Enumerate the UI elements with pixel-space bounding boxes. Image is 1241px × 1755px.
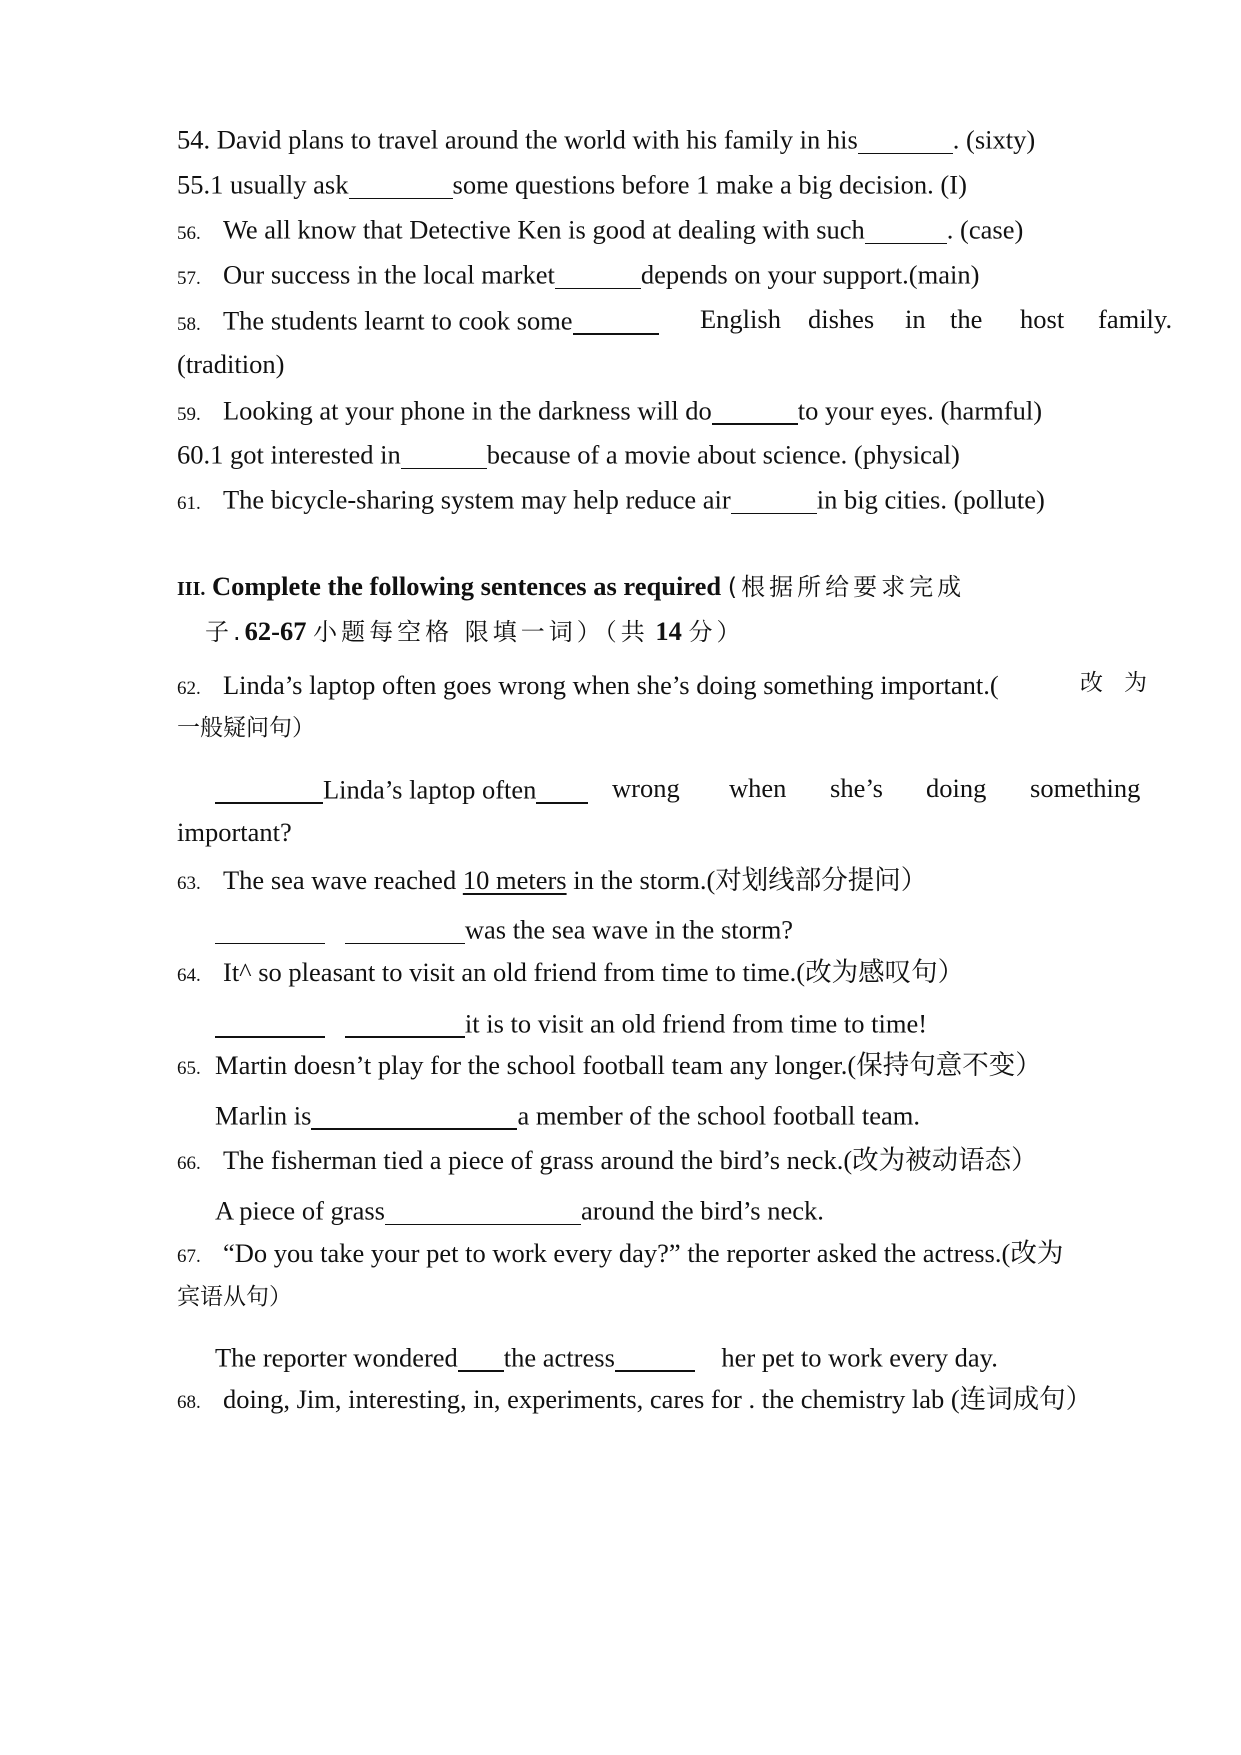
- q63-answer-text: was the sea wave in the storm?: [464, 914, 794, 945]
- q65-number: 65.: [177, 1058, 201, 1079]
- question-56: [177, 216, 1023, 244]
- q65-text: Martin doesn’t play for the school football team any longer.(保持句意不变）: [215, 1050, 1042, 1080]
- q66-answer: [215, 1197, 824, 1225]
- q59-hint: to your eyes. (harmful): [797, 395, 1043, 426]
- q62-word-3: she’s: [830, 773, 883, 803]
- q54-hint: . (sixty): [952, 124, 1036, 155]
- q58-number: 58.: [177, 313, 201, 335]
- q65-answer: [215, 1101, 920, 1130]
- q66-answer-pre: A piece of grass: [215, 1195, 385, 1226]
- section-3-range: 62-67: [244, 616, 307, 646]
- section-3-instruction-a: (根据所给要求完成: [727, 573, 966, 601]
- q57-blank[interactable]: [555, 261, 641, 289]
- q61-hint: in big cities. (pollute): [816, 484, 1045, 515]
- q58-word-3: in: [905, 304, 926, 334]
- q64-blank-2[interactable]: [345, 1009, 465, 1038]
- question-62: [177, 672, 999, 699]
- q62-number: 62.: [177, 678, 201, 699]
- q67-blank-2[interactable]: [615, 1343, 695, 1372]
- q60-hint: because of a movie about science. (physical): [486, 439, 960, 470]
- question-61: [177, 486, 1045, 514]
- q61-text: The bicycle-sharing system may help reduce air: [223, 484, 731, 515]
- q57-text: Our success in the local market: [223, 259, 555, 290]
- q62-blank-1[interactable]: [215, 775, 323, 804]
- q62-word-1: wrong: [612, 773, 680, 803]
- q62-blank-2[interactable]: [536, 775, 588, 804]
- q63-answer: [215, 916, 793, 944]
- section-3-points: 14: [655, 616, 682, 646]
- q66-blank[interactable]: [385, 1197, 581, 1225]
- q65-answer-pre: Marlin is: [215, 1100, 312, 1131]
- q55-text: 55.1 usually ask: [177, 169, 349, 200]
- question-57: [177, 261, 979, 289]
- section-3-instruction: [205, 618, 744, 645]
- q67-text: “Do you take your pet to work every day?” the reporter asked the actress.(改为: [223, 1238, 1064, 1268]
- q64-number: 64.: [177, 965, 201, 986]
- q60-blank[interactable]: [401, 441, 487, 469]
- q61-number: 61.: [177, 492, 201, 514]
- question-68: [177, 1386, 1092, 1413]
- q63-blank-2[interactable]: [345, 916, 465, 944]
- q64-answer: [215, 1009, 927, 1038]
- q62-instr-cont: 一般疑问句）: [177, 715, 315, 741]
- q66-number: 66.: [177, 1153, 201, 1174]
- q66-answer-post: around the bird’s neck.: [581, 1195, 824, 1226]
- q61-blank[interactable]: [731, 486, 817, 514]
- q63-underlined: 10 meters: [462, 865, 567, 895]
- q66-text: The fisherman tied a piece of grass around the bird’s neck.(改为被动语态）: [223, 1145, 1038, 1175]
- q65-blank[interactable]: [311, 1101, 517, 1130]
- q62-word-5: something: [1030, 773, 1141, 803]
- q64-text: It^ so pleasant to visit an old friend from time to time.(改为感叹句）: [223, 957, 965, 987]
- q64-answer-text: it is to visit an old friend from time to time!: [464, 1008, 928, 1039]
- q62-answer: [215, 775, 588, 804]
- q68-number: 68.: [177, 1392, 201, 1413]
- section-3-title: Complete the following sentences as required: [211, 571, 722, 601]
- section-3-heading: [177, 573, 965, 600]
- q62-text: Linda’s laptop often goes wrong when she’s doing something important.(: [223, 670, 999, 700]
- q68-text: doing, Jim, interesting, in, experiments, cares for . the chemistry lab (连词成句）: [223, 1384, 1093, 1414]
- q63-blank-1[interactable]: [215, 916, 325, 944]
- q59-number: 59.: [177, 403, 201, 425]
- q58-word-6: family.: [1098, 304, 1173, 334]
- q67-blank-1[interactable]: [458, 1343, 504, 1372]
- q62-answer-a: Linda’s laptop often: [323, 774, 537, 805]
- question-59: [177, 396, 1042, 425]
- q56-hint: . (case): [946, 214, 1024, 245]
- question-54: [177, 126, 1035, 154]
- question-64: [177, 959, 964, 986]
- q58-blank[interactable]: [573, 306, 659, 335]
- section-3-roman: III.: [177, 578, 206, 600]
- q54-text: 54. David plans to travel around the world with his family in his: [177, 124, 858, 155]
- q58-word-2: dishes: [808, 304, 875, 334]
- q67-answer-c: her pet to work every day.: [721, 1342, 998, 1373]
- q62-word-2: when: [729, 773, 787, 803]
- question-63: [177, 867, 927, 894]
- q56-text: We all know that Detective Ken is good at dealing with such: [223, 214, 865, 245]
- q58-word-4: the: [950, 304, 983, 334]
- q57-hint: depends on your support.(main): [640, 259, 980, 290]
- q67-answer-b: the actress: [503, 1342, 615, 1373]
- q56-number: 56.: [177, 222, 201, 244]
- q67-answer-a: The reporter wondered: [215, 1342, 458, 1373]
- question-66: [177, 1147, 1038, 1174]
- q62-word-4: doing: [926, 773, 987, 803]
- q62-answer-cont: important?: [177, 817, 292, 847]
- q54-blank[interactable]: [858, 126, 953, 154]
- question-67: [177, 1240, 1063, 1267]
- q63-number: 63.: [177, 873, 201, 894]
- q58-word-5: host: [1020, 304, 1065, 334]
- q62-instr-2: 为: [1124, 670, 1147, 696]
- q63-text: The sea wave reached: [223, 865, 463, 895]
- section-3-instruction-b1: 子.: [205, 618, 245, 646]
- q56-blank[interactable]: [865, 216, 947, 244]
- q55-blank[interactable]: [349, 171, 453, 199]
- q58-text: The students learnt to cook some: [223, 305, 573, 336]
- q67-answer: [215, 1343, 998, 1372]
- q60-text: 60.1 got interested in: [177, 439, 401, 470]
- q62-instr-1: 改: [1080, 670, 1103, 696]
- q59-text: Looking at your phone in the darkness will do: [223, 395, 712, 426]
- q55-hint: some questions before 1 make a big decision. (I): [452, 169, 967, 200]
- q59-blank[interactable]: [712, 396, 798, 425]
- question-55: [177, 171, 967, 199]
- section-3-instruction-b3: 分）: [688, 618, 745, 646]
- question-58: [177, 306, 659, 335]
- q64-blank-1[interactable]: [215, 1009, 325, 1038]
- question-65: [177, 1052, 1042, 1079]
- q63-instr: in the storm.(对划线部分提问）: [566, 865, 928, 895]
- q67-instr-cont: 宾语从句）: [177, 1284, 292, 1310]
- q65-answer-post: a member of the school football team.: [517, 1100, 920, 1131]
- question-60: [177, 441, 960, 469]
- q67-number: 67.: [177, 1246, 201, 1267]
- q58-word-1: English: [700, 304, 781, 334]
- q58-hint: (tradition): [177, 349, 285, 379]
- q57-number: 57.: [177, 267, 201, 289]
- section-3-instruction-b2: 小题每空格 限填一词）（共: [313, 618, 649, 646]
